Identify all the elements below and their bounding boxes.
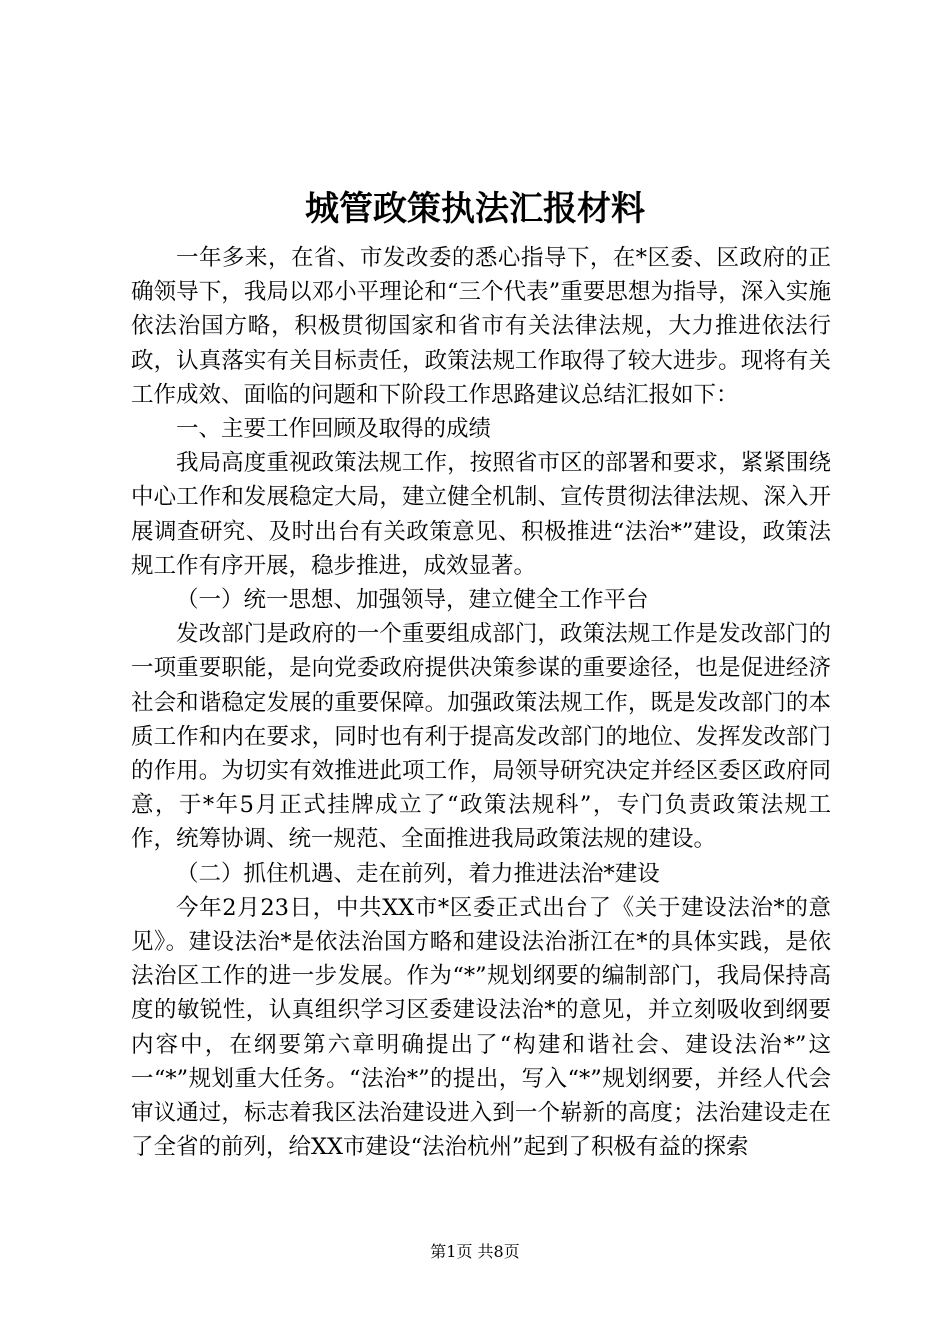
subsection-heading-2: （二）抓住机遇、走在前列，着力推进法治*建设 (176, 860, 660, 887)
paragraph-section-1: 我局高度重视政策法规工作，按照省市区的部署和要求，紧紧围绕中心工作和发展稳定大局，建立健全机制、宣传贯彻法律法规、深入开展调查研究、及时出台有关政策意见、积极推进“法治*”建设，政策法规工作有序开展，稳步推进，成效显著。 (131, 450, 831, 579)
section-heading-1: 一、主要工作回顾及取得的成绩 (176, 416, 492, 443)
paragraph-intro: 一年多来，在省、市发改委的悉心指导下，在*区委、区政府的正确领导下，我局以邓小平理论和“三个代表”重要思想为指导，深入实施依法治国方略，积极贯彻国家和省市有关法律法规，大力推进依法行政，认真落实有关目标责任，政策法规工作取得了较大进步。现将有关工作成效、面临的问题和下阶段工作思路建议总结汇报如下： (131, 245, 831, 408)
subsection-heading-1: （一）统一思想、加强领导，建立健全工作平台 (176, 587, 649, 614)
document-title: 城管政策执法汇报材料 (305, 189, 645, 229)
page-footer: 第1页 共8页 (430, 1242, 520, 1261)
paragraph-subsection-1: 发改部门是政府的一个重要组成部门，政策法规工作是发改部门的一项重要职能，是向党委政府提供决策参谋的重要途径，也是促进经济社会和谐稳定发展的重要保障。加强政策法规工作，既是发改部门的本质工作和内在要求，同时也有利于提高发改部门的地位、发挥发改部门的作用。为切实有效推进此项工作，局领导研究决定并经区委区政府同意，于*年5月正式挂牌成立了“政策法规科”，专门负责政策法规工作，统筹协调、统一规范、全面推进我局政策法规的建设。 (131, 621, 831, 853)
document-body (131, 241, 831, 1164)
paragraph-subsection-2: 今年2月23日，中共XX市*区委正式出台了《关于建设法治*的意见》。建设法治*是依法治国方略和建设法治浙江在*的具体实践，是依法治区工作的进一步发展。作为“*”规划纲要的编制部门，我局保持高度的敏锐性，认真组织学习区委建设法治*的意见，并立刻吸收到纲要内容中，在纲要第六章明确提出了“构建和谐社会、建设法治*”这一“*”规划重大任务。“法治*”的提出，写入“*”规划纲要，并经人代会审议通过，标志着我区法治建设进入到一个崭新的高度；法治建设走在了全省的前列，给XX市建设“法治杭州”起到了积极有益的探索 (131, 894, 831, 1161)
